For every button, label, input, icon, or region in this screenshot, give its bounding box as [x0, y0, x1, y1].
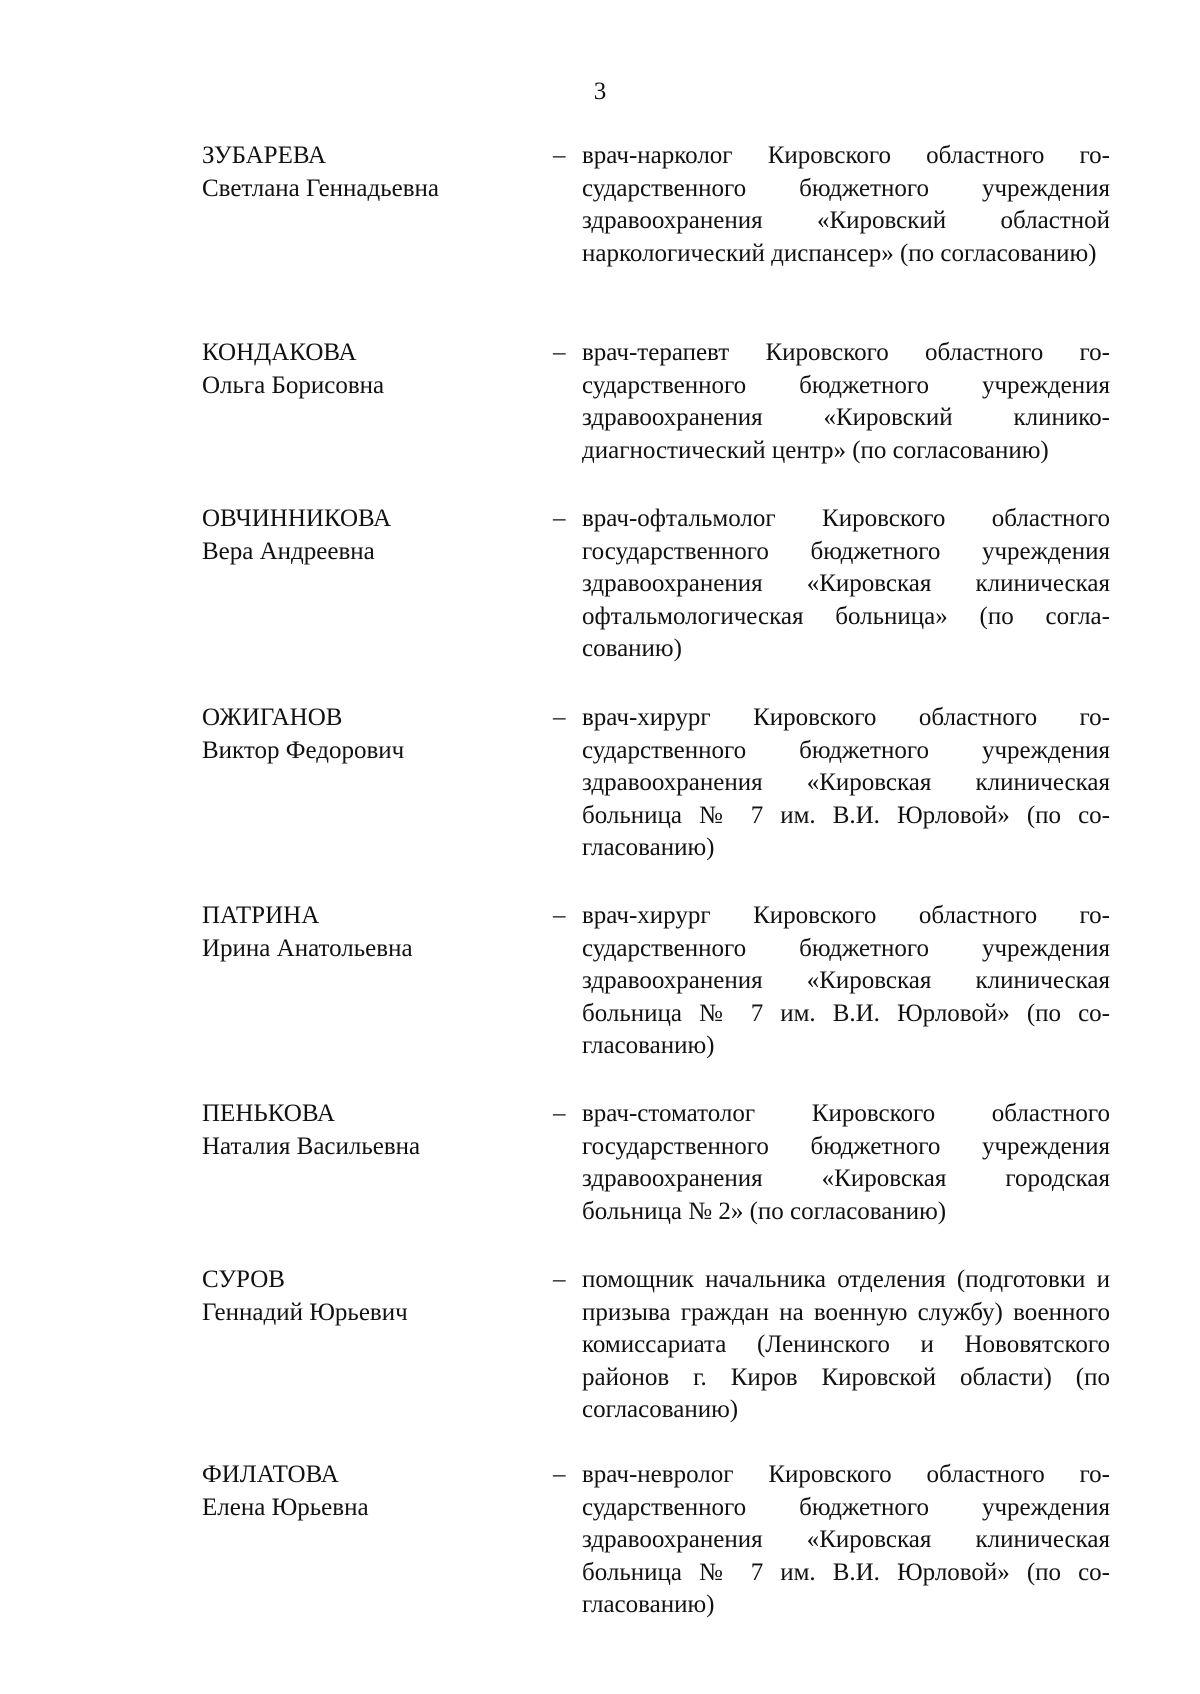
member-surname: ФИЛАТОВА — [202, 1461, 339, 1488]
member-name — [202, 702, 532, 767]
member-position: врач-хирург Кировского областного государственного бюджетного учреждения здравоохранения «Кировская клиническая больница № 7 им. В.И. Юрловой» (по согласованию) — [582, 902, 1110, 1059]
dash-separator: – — [553, 505, 566, 532]
member-entry — [0, 337, 1200, 503]
member-entry — [0, 1264, 1200, 1459]
member-given-names: Светлана Геннадьевна — [202, 174, 440, 202]
member-given-names: Ирина Анатольевна — [202, 934, 413, 962]
member-surname: ЗУБАРЕВА — [202, 142, 327, 169]
member-position: врач-офтальмолог Кировского областного государственного бюджетного учреждения здравоохранения «Кировская клиническая офтальмологическая больница» (по согласованию) — [582, 505, 1110, 662]
member-given-names: Вера Андреевна — [202, 537, 375, 565]
member-position: врач-нарколог Кировского областного государственного бюджетного учреждения здравоохранения «Кировский областной наркологический диспансер» (по согласованию) — [582, 142, 1110, 267]
member-name — [202, 337, 532, 402]
member-position: помощник начальника отделения (подготовки и призыва граждан на военную службу) военного комиссариата (Ленинского и Нововятского районов г. Киров Кировской области) (по согласованию) — [582, 1266, 1110, 1423]
member-given-names: Елена Юрьевна — [202, 1493, 369, 1521]
member-entry — [0, 900, 1200, 1098]
dash-separator: – — [553, 1266, 566, 1293]
member-surname: ПАТРИНА — [202, 902, 320, 929]
member-position: врач-невролог Кировского областного государственного бюджетного учреждения здравоохранения «Кировская клиническая больница № 7 им. В.И. Юрловой» (по согласованию) — [582, 1461, 1110, 1618]
member-surname: ОВЧИННИКОВА — [202, 505, 392, 532]
member-name — [202, 140, 532, 205]
dash-separator: – — [553, 339, 566, 366]
member-surname: ПЕНЬКОВА — [202, 1100, 335, 1127]
dash-separator: – — [553, 1461, 566, 1488]
member-given-names: Геннадий Юрьевич — [202, 1298, 408, 1326]
dash-separator: – — [553, 1100, 566, 1127]
dash-separator: – — [553, 142, 566, 169]
member-name — [202, 503, 532, 568]
member-surname: СУРОВ — [202, 1266, 285, 1293]
member-entry — [0, 1098, 1200, 1264]
member-name — [202, 1098, 532, 1163]
page-number: 3 — [593, 78, 607, 105]
member-given-names: Наталия Васильевна — [202, 1132, 421, 1160]
member-surname: ОЖИГАНОВ — [202, 704, 343, 731]
dash-separator: – — [553, 704, 566, 731]
member-position: врач-терапевт Кировского областного государственного бюджетного учреждения здравоохранения «Кировский клинико-диагностический центр» (по согласованию) — [582, 339, 1110, 464]
members-list — [0, 140, 1200, 1629]
member-surname: КОНДАКОВА — [202, 339, 357, 366]
member-entry — [0, 503, 1200, 702]
dash-separator: – — [553, 902, 566, 929]
member-given-names: Ольга Борисовна — [202, 371, 385, 399]
member-entry — [0, 702, 1200, 900]
member-entry — [0, 140, 1200, 337]
member-position: врач-стоматолог Кировского областного государственного бюджетного учреждения здравоохранения «Кировская городская больница № 2» (по согласованию) — [582, 1100, 1110, 1225]
member-name — [202, 1264, 532, 1329]
member-entry — [0, 1459, 1200, 1629]
member-position: врач-хирург Кировского областного государственного бюджетного учреждения здравоохранения «Кировская клиническая больница № 7 им. В.И. Юрловой» (по согласованию) — [582, 704, 1110, 861]
member-name — [202, 1459, 532, 1524]
member-given-names: Виктор Федорович — [202, 736, 405, 764]
member-name — [202, 900, 532, 965]
